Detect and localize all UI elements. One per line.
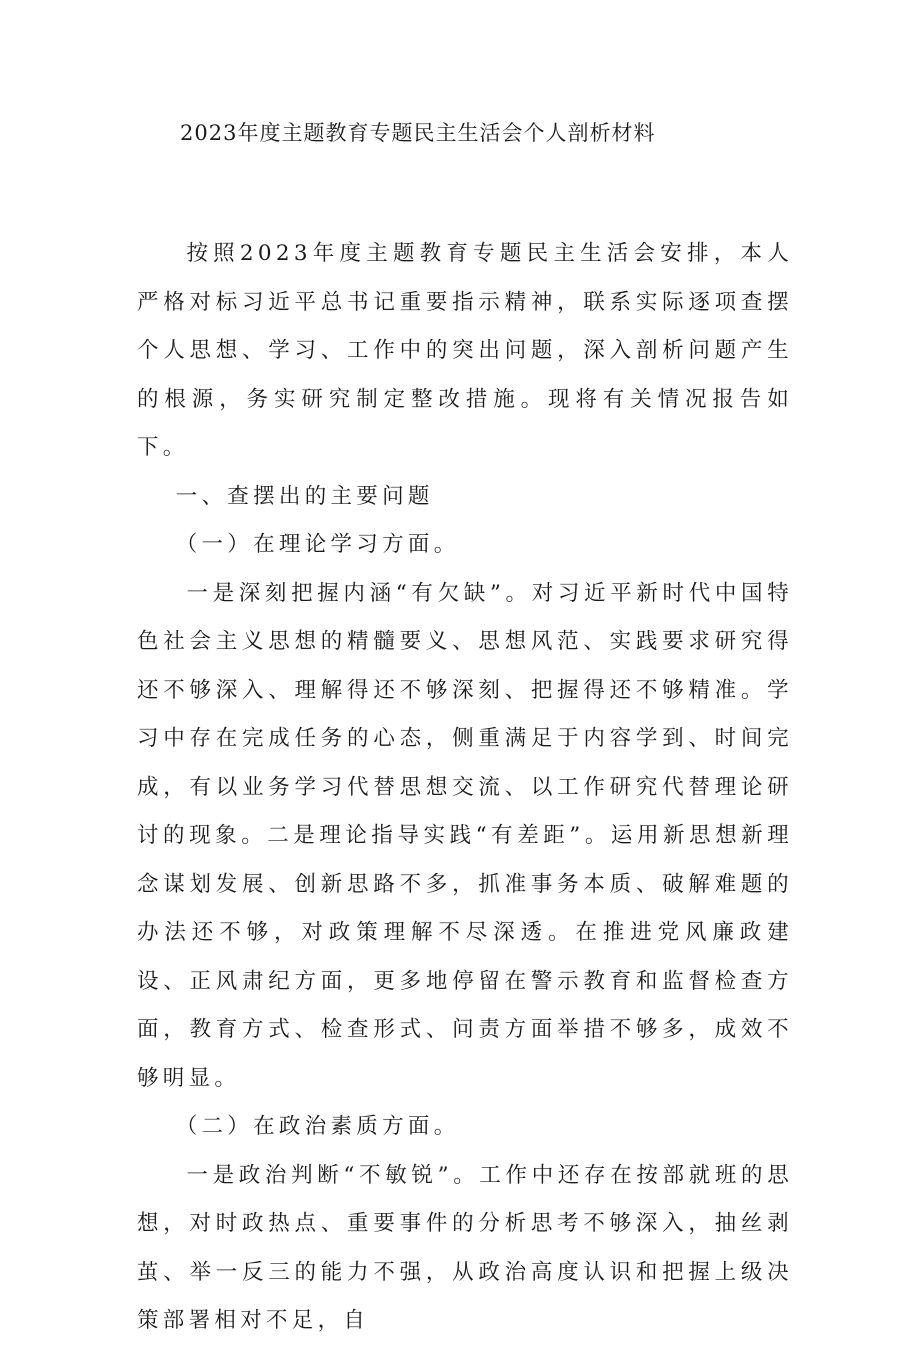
document-body bbox=[137, 230, 793, 1346]
section-heading-problems: 一、查摆出的主要问题 bbox=[175, 483, 434, 509]
subheading-political-quality: （二）在政治素质方面。 bbox=[175, 1114, 460, 1139]
document-title: 2023年度主题教育专题民主生活会个人剖析材料 bbox=[180, 121, 656, 145]
intro-paragraph: 按照2023年度主题教育专题民主生活会安排，本人严格对标习近平总书记重要指示精神，联系实际逐项查摆个人思想、学习、工作中的突出问题，深入剖析问题产生的根源，务实研究制定整改措施。现将有关情况报告如下。 bbox=[137, 241, 793, 460]
theory-study-paragraph: 一是深刻把握内涵“有欠缺”。对习近平新时代中国特色社会主义思想的精髓要义、思想风范、实践要求研究得还不够深入、理解得还不够深刻、把握得还不够精准。学习中存在完成任务的心态，侧重满足于内容学到、时间完成，有以业务学习代替思想交流、以工作研究代替理论研讨的现象。二是理论指导实践“有差距”。运用新思想新理念谋划发展、创新思路不多，抓准事务本质、破解难题的办法还不够，对政策理解不尽深透。在推进党风廉政建设、正风肃纪方面，更多地停留在警示教育和监督检查方面，教育方式、检查形式、问责方面举措不够多，成效不够明显。 bbox=[137, 580, 793, 1091]
political-quality-paragraph: 一是政治判断“不敏锐”。工作中还存在按部就班的思想，对时政热点、重要事件的分析思考不够深入，抽丝剥茧、举一反三的能力不强，从政治高度认识和把握上级决策部署相对不足，自 bbox=[137, 1162, 793, 1333]
subheading-theory-study: （一）在理论学习方面。 bbox=[175, 532, 460, 557]
